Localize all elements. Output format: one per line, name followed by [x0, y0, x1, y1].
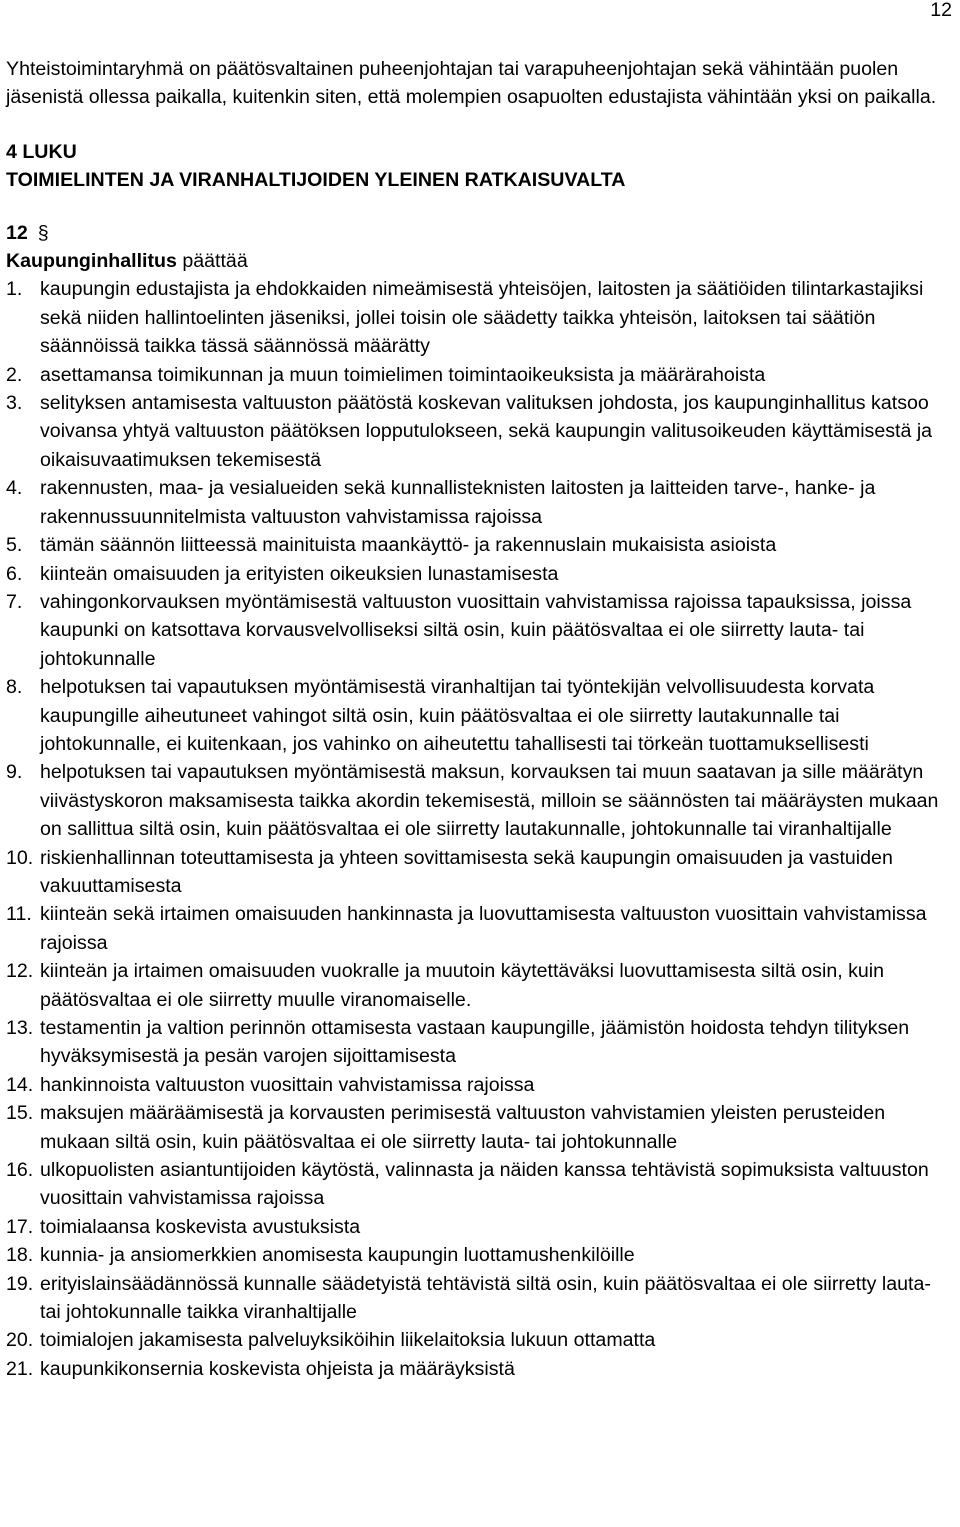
- list-item-number: 11.: [6, 903, 32, 926]
- list-item: [6, 673, 951, 758]
- list-item-text: testamentin ja valtion perinnön ottamisesta vastaan kaupungille, jäämistön hoidosta tehdyn tilityksen hyväksymisestä ja pesän varojen sijoittamisesta: [40, 1017, 910, 1068]
- list-item-number: 21.: [6, 1357, 34, 1380]
- list-item-number: 20.: [6, 1329, 34, 1352]
- section-number: 12: [6, 221, 28, 244]
- list-item-text: maksujen määräämisestä ja korvausten perimisestä valtuuston vahvistamien yleisten perusteiden mukaan siltä osin, kuin päätösvaltaa ei ole siirretty lauta- tai johtokunnalle: [40, 1102, 886, 1153]
- list-item-number: 4.: [6, 477, 23, 500]
- list-item: [6, 1071, 951, 1099]
- section-symbol: §: [37, 221, 49, 244]
- list-item-text: kiinteän sekä irtaimen omaisuuden hankinnasta ja luovuttamisesta valtuuston vuosittain vahvistamissa rajoissa: [40, 903, 927, 954]
- list-item-text: helpotuksen tai vapautuksen myöntämisestä maksun, korvauksen tai muun saatavan ja sille määrätyn viivästyskoron maksamisesta taikka akordin tekemisestä, milloin se säännösten tai määräysten mukaan on sallittua siltä osin, kuin päätösvaltaa ei ole siirretty lautakunnalle, johtokunnalle tai viranhaltijalle: [40, 761, 939, 841]
- list-item-number: 12.: [6, 960, 34, 983]
- list-item: [6, 1241, 951, 1269]
- list-item: [6, 531, 951, 559]
- list-item: [6, 1326, 951, 1354]
- list-item: [6, 389, 951, 474]
- section-lead: [6, 247, 951, 275]
- list-item: [6, 1270, 951, 1327]
- page-number: 12: [930, 0, 952, 21]
- list-item-text: selityksen antamisesta valtuuston päätöstä koskevan valituksen johdosta, jos kaupunginhallitus katsoo voivansa yhtyä valtuuston päätöksen lopputulokseen, sekä kaupungin valitusoikeuden käyttämisestä ja oikaisuvaatimuksen tekemisestä: [40, 392, 933, 471]
- section-heading: [6, 219, 951, 247]
- list-item-text: erityislainsäädännössä kunnalle säädetyistä tehtävistä siltä osin, kuin päätösvaltaa ei ole siirretty lauta- tai johtokunnalle taikka viranhaltijalle: [40, 1272, 931, 1324]
- list-item: [6, 900, 951, 957]
- list-item-number: 6.: [6, 562, 23, 585]
- list-item: [6, 275, 951, 360]
- list-item: [6, 1213, 951, 1241]
- list-item-text: kiinteän ja irtaimen omaisuuden vuokralle ja muutoin käytettäväksi luovuttamisesta siltä osin, kuin päätösvaltaa ei ole siirretty muulle viranomaiselle.: [40, 960, 885, 1011]
- list-item: [6, 588, 951, 673]
- decision-items-list: [6, 275, 951, 1383]
- list-item-text: kiinteän omaisuuden ja erityisten oikeuksien lunastamisesta: [40, 562, 559, 585]
- document-body: [6, 55, 951, 1383]
- list-item-number: 19.: [6, 1272, 34, 1295]
- list-item-number: 15.: [6, 1102, 34, 1125]
- list-item-text: vahingonkorvauksen myöntämisestä valtuuston vuosittain vahvistamissa rajoissa tapauksissa, joissa kaupunki on katsottava korvausvelvolliseksi siltä osin, kuin päätösvaltaa ei ole siirretty lauta- tai johtokunnalle: [40, 590, 912, 670]
- list-item: [6, 1014, 951, 1071]
- list-item-text: ulkopuolisten asiantuntijoiden käytöstä, valinnasta ja näiden kanssa tehtävistä sopimuksista valtuuston vuosittain vahvistamissa rajoissa: [40, 1159, 929, 1210]
- list-item-text: kaupunkikonsernia koskevista ohjeista ja määräyksistä: [40, 1357, 515, 1380]
- list-item-text: hankinnoista valtuuston vuosittain vahvistamissa rajoissa: [40, 1073, 535, 1096]
- list-item-number: 13.: [6, 1017, 34, 1039]
- list-item-text: helpotuksen tai vapautuksen myöntämisestä viranhaltijan tai työntekijän velvollisuudesta korvata kaupungille aiheutuneet vahingot siltä osin, kuin päätösvaltaa ei ole siirretty lautakunnalle tai johtokunnalle, ei kuitenkaan, jos vahinko on aiheutettu tahallisesti tai törkeän tuottamuksellisesti: [40, 676, 875, 755]
- list-item-number: 8.: [6, 676, 23, 699]
- list-item-text: tämän säännön liitteessä mainituista maankäyttö- ja rakennuslain mukaisista asioista: [40, 534, 777, 557]
- list-item: [6, 957, 951, 1014]
- list-item: [6, 844, 951, 901]
- list-item-number: 16.: [6, 1159, 34, 1182]
- list-item-number: 10.: [6, 846, 34, 869]
- list-item: [6, 1355, 951, 1383]
- list-item-number: 7.: [6, 590, 23, 613]
- list-item-text: kaupungin edustajista ja ehdokkaiden nimeämisestä yhteisöjen, laitosten ja säätiöiden tilintarkastajiksi sekä niiden hallintoelinten jäseniksi, jollei toisin ole säädetty taikka yhteisön, laitoksen tai säätiön säännöissä taikka tässä säännössä määrätty: [40, 278, 924, 358]
- list-item-text: rakennusten, maa- ja vesialueiden sekä kunnallisteknisten laitosten ja laitteiden tarve-, hanke- ja rakennussuunnitelmista valtuuston vahvistamissa rajoissa: [40, 477, 876, 528]
- list-item-text: asettamansa toimikunnan ja muun toimielimen toimintaoikeuksista ja määrärahoista: [40, 363, 766, 386]
- list-item-number: 14.: [6, 1073, 34, 1096]
- list-item: [6, 361, 951, 389]
- list-item-text: kunnia- ja ansiomerkkien anomisesta kaupungin luottamushenkilöille: [40, 1244, 635, 1267]
- section-lead-subject: Kaupunginhallitus: [6, 250, 177, 273]
- list-item: [6, 1099, 951, 1156]
- list-item: [6, 758, 951, 843]
- chapter-title: TOIMIELINTEN JA VIRANHALTIJOIDEN YLEINEN RATKAISUVALTA: [6, 169, 626, 192]
- list-item-number: 9.: [6, 761, 23, 784]
- list-item-number: 3.: [6, 392, 23, 415]
- list-item-number: 1.: [6, 278, 23, 301]
- list-item-text: toimialojen jakamisesta palveluyksiköihin liikelaitoksia lukuun ottamatta: [40, 1329, 656, 1352]
- chapter-number: 4 LUKU: [6, 140, 77, 163]
- list-item-number: 2.: [6, 363, 23, 386]
- list-item: [6, 560, 951, 588]
- list-item-text: riskienhallinnan toteuttamisesta ja yhteen sovittamisesta sekä kaupungin omaisuuden ja vastuiden vakuuttamisesta: [40, 846, 893, 897]
- section-lead-verb: päättää: [182, 250, 248, 273]
- list-item-number: 5.: [6, 534, 23, 557]
- intro-paragraph: Yhteistoimintaryhmä on päätösvaltainen puheenjohtajan tai varapuheenjohtajan sekä vähintään puolen jäsenistä ollessa paikalla, kuitenkin siten, että molempien osapuolten edustajista vähintään yksi on paikalla.: [6, 58, 937, 109]
- list-item-number: 17.: [6, 1215, 34, 1238]
- list-item-text: toimialaansa koskevista avustuksista: [40, 1215, 361, 1238]
- list-item-number: 18.: [6, 1244, 34, 1267]
- list-item: [6, 1156, 951, 1213]
- list-item: [6, 474, 951, 531]
